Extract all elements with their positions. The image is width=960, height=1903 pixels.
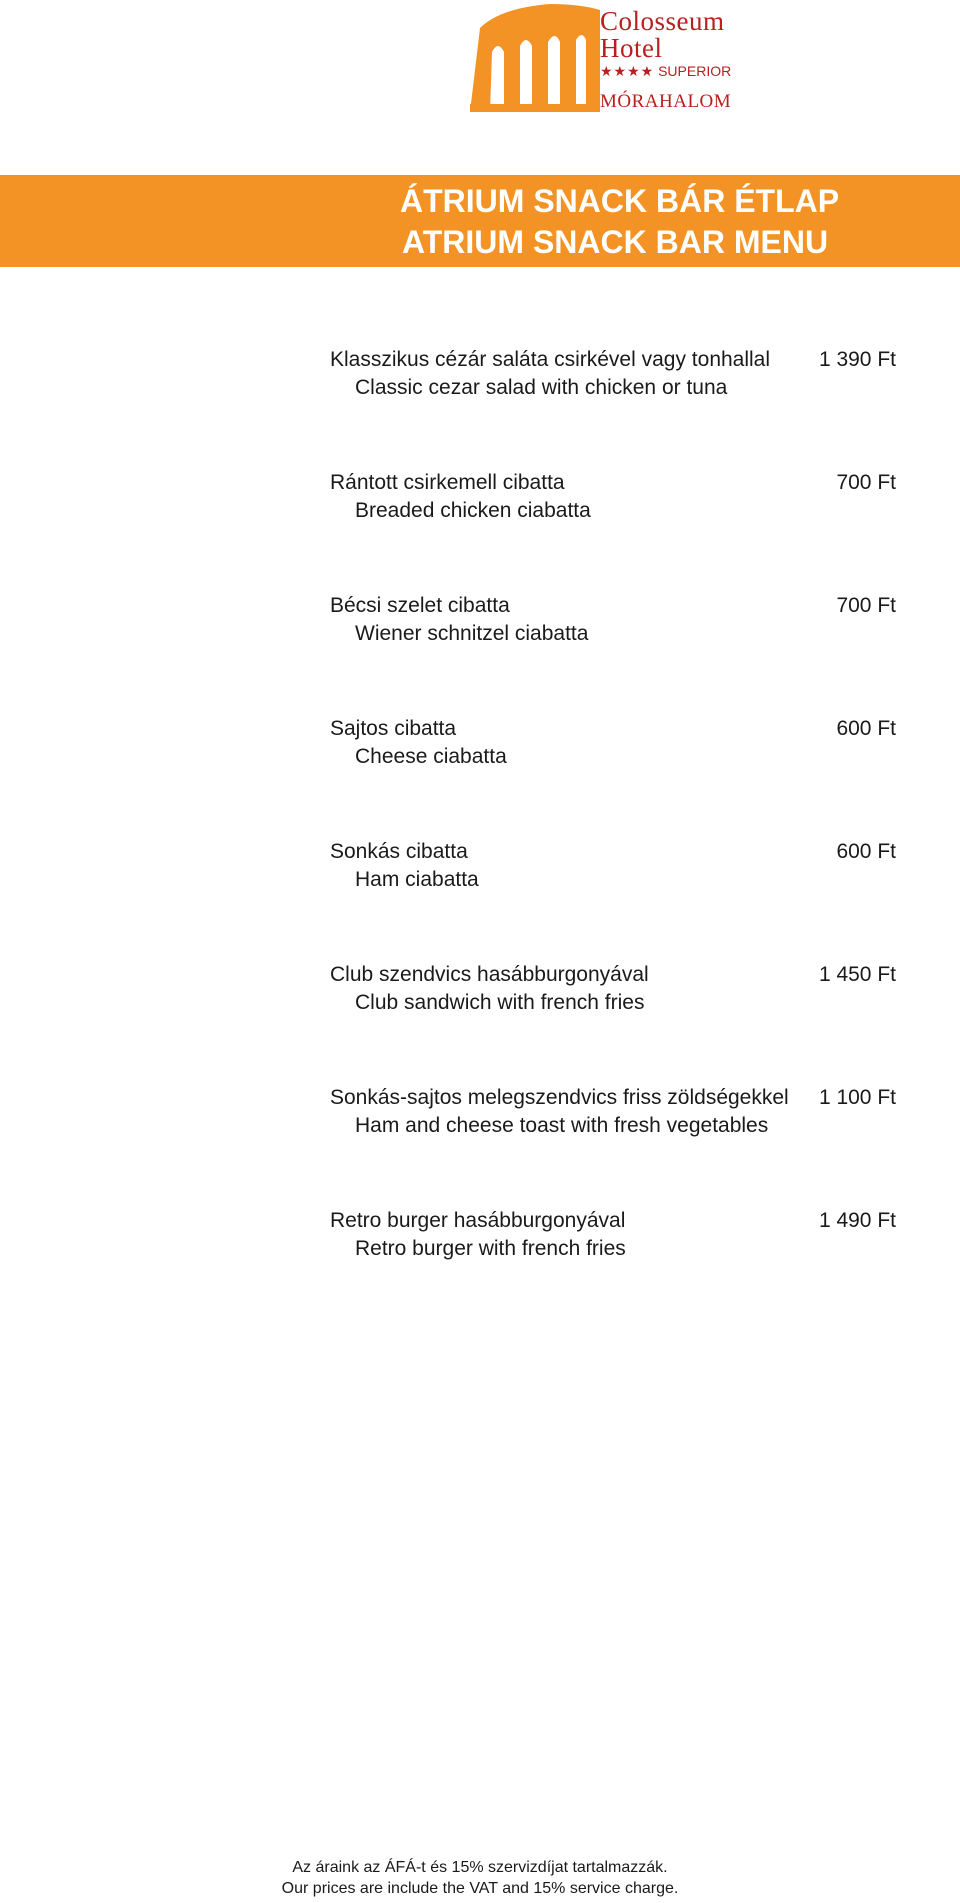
menu-item (330, 471, 896, 531)
item-price: 600 Ft (836, 717, 896, 740)
item-name-hu: Sajtos cibatta (330, 717, 457, 740)
menu-item (330, 1209, 896, 1269)
item-price: 1 490 Ft (818, 1209, 896, 1232)
menu-item (330, 963, 896, 1023)
item-name-en: Wiener schnitzel ciabatta (355, 622, 589, 645)
item-name-hu: Retro burger hasábburgonyával (330, 1209, 626, 1232)
item-name-en: Cheese ciabatta (355, 745, 507, 768)
item-name-en: Classic cezar salad with chicken or tuna (355, 376, 728, 399)
logo-name-line2: Hotel (600, 33, 663, 63)
logo-location: MÓRAHALOM (600, 91, 732, 112)
disclaimer-en: Our prices are include the VAT and 15% service charge. (281, 1880, 679, 1897)
item-price: 1 450 Ft (818, 963, 896, 986)
menu-item (330, 717, 896, 777)
rating-stars-icon: ★★★★ (600, 63, 655, 79)
item-name-hu: Klasszikus cézár saláta csirkével vagy tonhallal (330, 348, 771, 371)
item-name-hu: Club szendvics hasábburgonyával (330, 963, 649, 986)
menu-item (330, 594, 896, 654)
disclaimer-hu: Az áraink az ÁFÁ-t és 15% szervizdíjat tartalmazzák. (292, 1859, 668, 1876)
logo-rating (600, 63, 731, 80)
item-name-hu: Rántott csirkemell cibatta (330, 471, 565, 494)
item-price: 1 390 Ft (818, 348, 896, 371)
logo-name-line1: Colosseum (600, 6, 725, 36)
rating-label: SUPERIOR (658, 63, 732, 79)
item-name-hu: Bécsi szelet cibatta (330, 594, 510, 617)
item-price: 700 Ft (836, 471, 896, 494)
item-price: 700 Ft (836, 594, 896, 617)
menu-item (330, 1086, 896, 1146)
item-price: 600 Ft (836, 840, 896, 863)
item-name-hu: Sonkás cibatta (330, 840, 468, 863)
item-name-en: Ham and cheese toast with fresh vegetables (355, 1114, 769, 1137)
title-hungarian: ÁTRIUM SNACK BÁR ÉTLAP (400, 183, 840, 219)
item-name-en: Breaded chicken ciabatta (355, 499, 591, 522)
hotel-logo (460, 0, 760, 118)
price-disclaimer (0, 1857, 960, 1899)
title-english: ATRIUM SNACK BAR MENU (402, 224, 829, 260)
menu-item (330, 348, 896, 408)
item-name-en: Retro burger with french fries (355, 1237, 626, 1260)
menu-item (330, 840, 896, 900)
item-name-en: Club sandwich with french fries (355, 991, 645, 1014)
item-price: 1 100 Ft (818, 1086, 896, 1109)
item-name-hu: Sonkás-sajtos melegszendvics friss zöldségekkel (330, 1086, 789, 1109)
colosseum-arch-icon (460, 0, 600, 118)
title-banner (0, 175, 960, 267)
item-name-en: Ham ciabatta (355, 868, 479, 891)
